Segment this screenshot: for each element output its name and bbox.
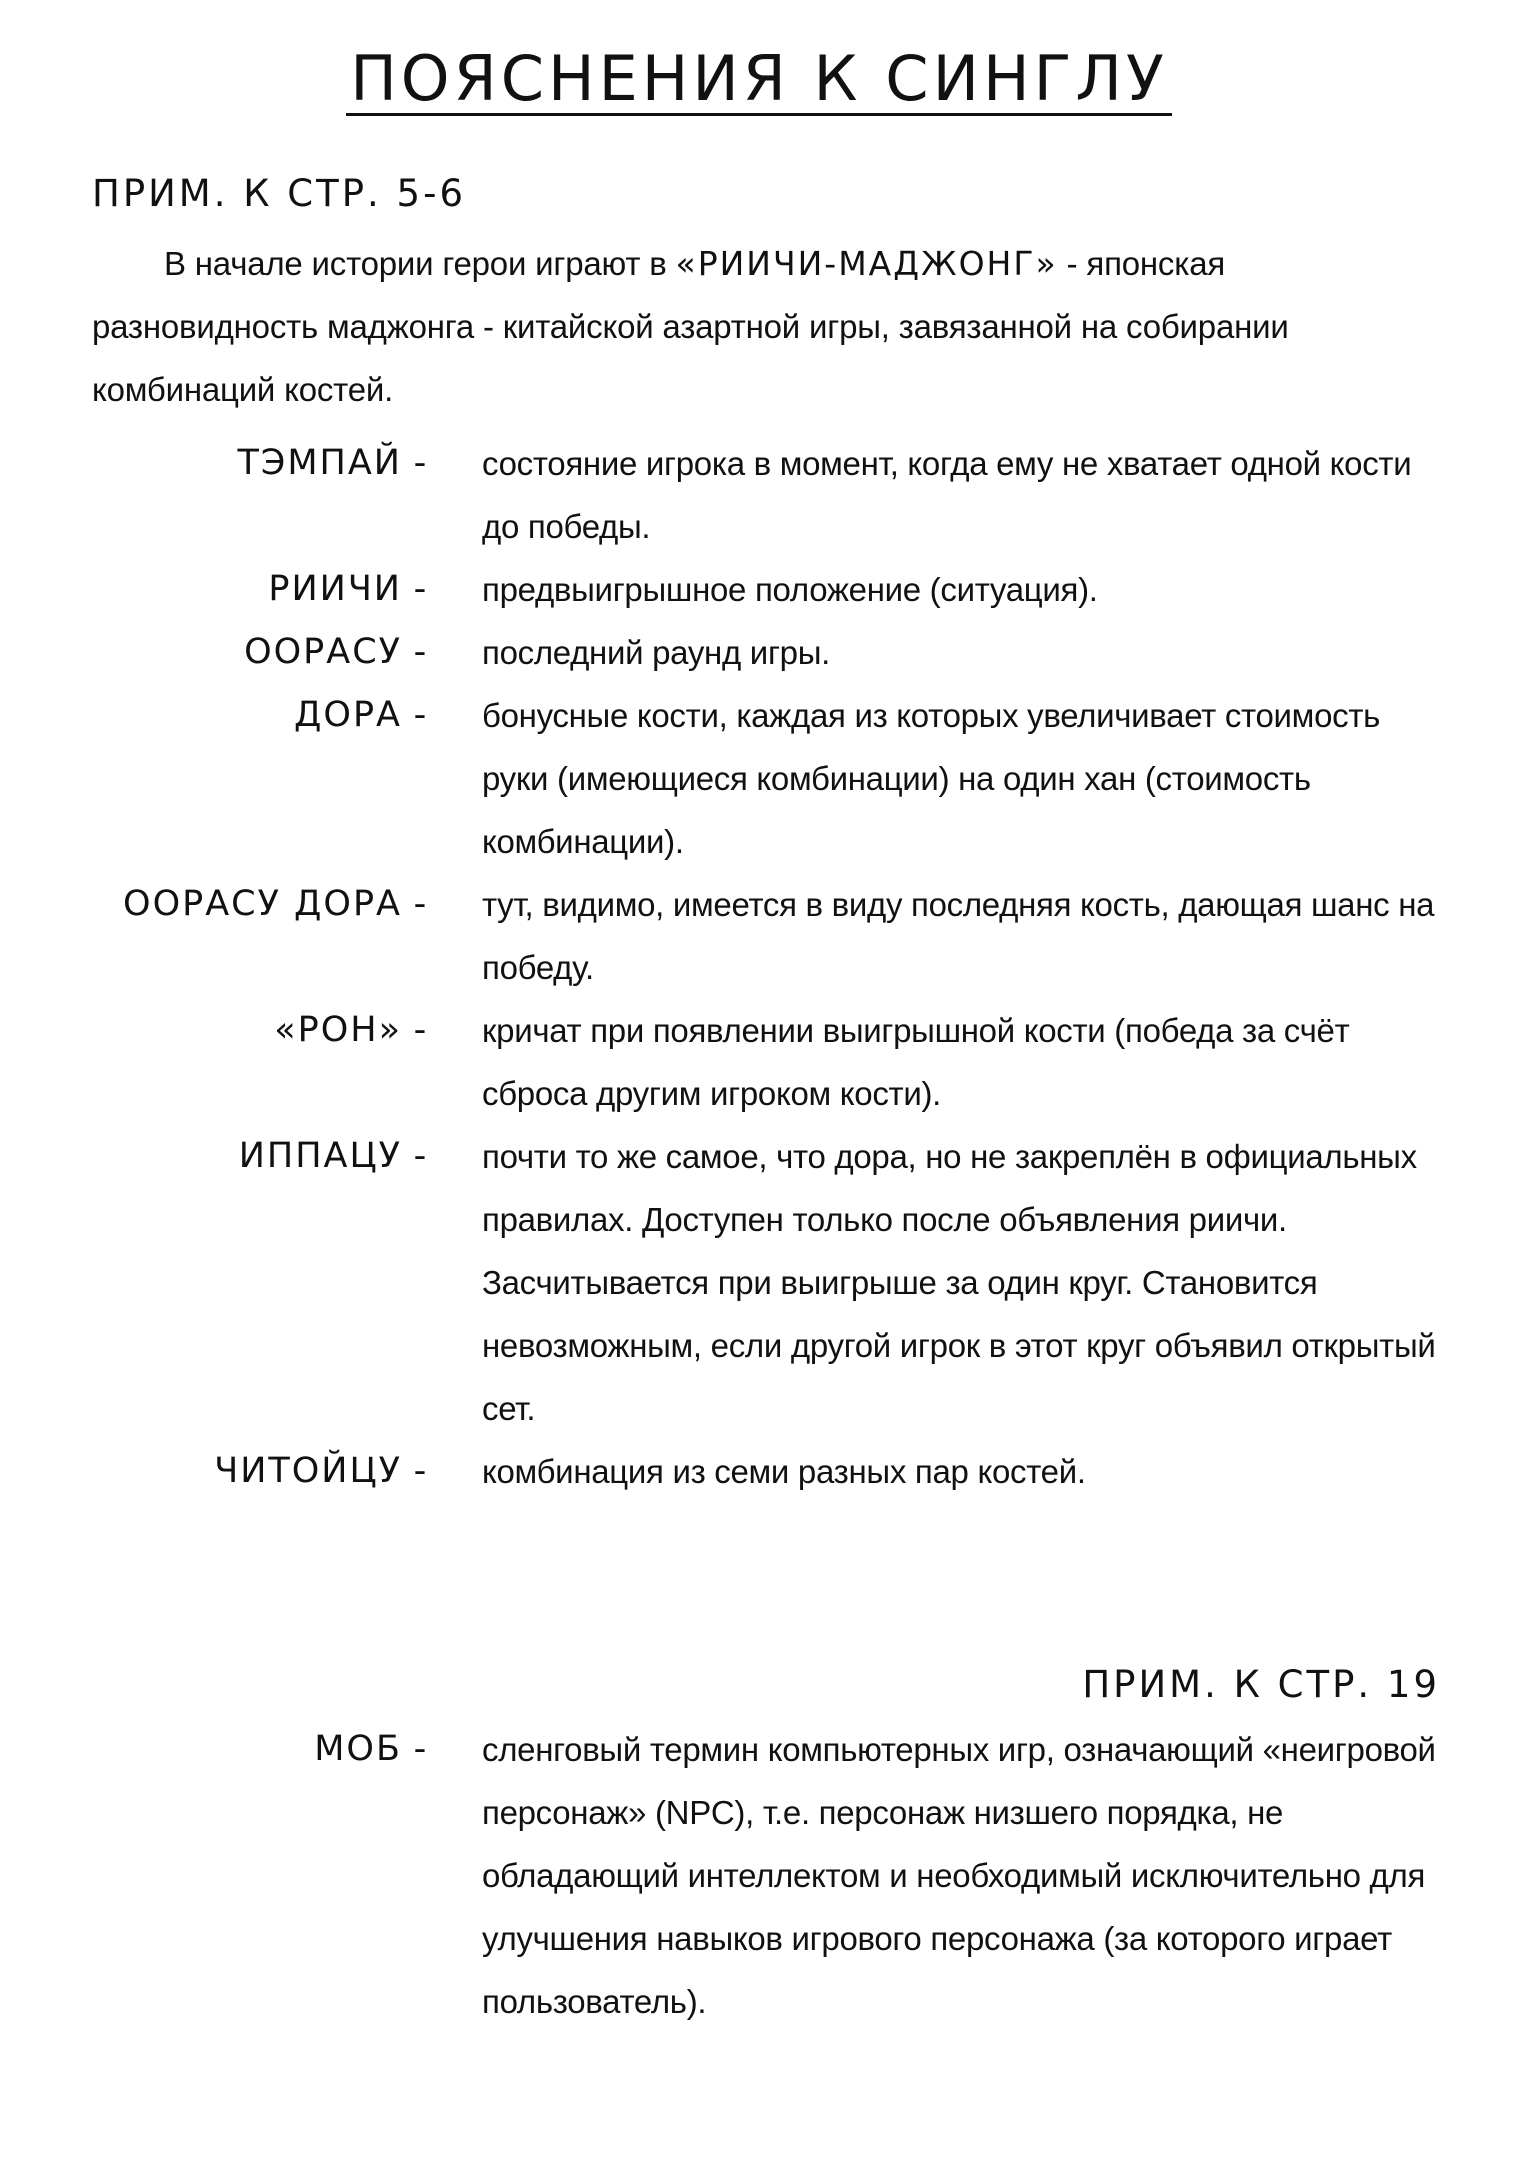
glossary-term: ООРАСУ - [0, 621, 440, 684]
term-dash: - [413, 884, 429, 924]
glossary-entry-oorasu-dora [0, 873, 1518, 999]
page-title [0, 42, 1518, 116]
intro-paragraph [92, 232, 1452, 421]
term-dash: - [413, 443, 429, 483]
glossary-term: ИППАЦУ - [0, 1125, 440, 1188]
glossary-entry-mob [0, 1718, 1518, 2033]
glossary-definition: последний раунд игры. [482, 634, 831, 671]
term-dash: - [413, 1451, 429, 1491]
glossary-definition: кричат при появлении выигрышной кости (победа за счёт сброса другим игроком кости). [482, 1012, 1350, 1112]
glossary-definition: комбинация из семи разных пар костей. [482, 1453, 1086, 1490]
glossary-term: МОБ - [0, 1718, 440, 1781]
term-dash: - [413, 695, 429, 735]
glossary-entry-riichi [0, 558, 1518, 621]
term-dash: - [413, 1729, 429, 1769]
glossary-definition: сленговый термин компьютерных игр, означающий «неигровой персонаж» (NPC), т.е. персонаж низшего порядка, не обладающий интеллектом и необходимый исключительно для улучшения навыков игрового персонажа (за которого играет пользователь). [482, 1731, 1436, 2020]
term-dash: - [413, 1010, 429, 1050]
glossary-term: РИИЧИ - [0, 558, 440, 621]
term-dash: - [413, 569, 429, 609]
glossary-entry-ippatsu [0, 1125, 1518, 1440]
glossary-definition: предвыигрышное положение (ситуация). [482, 571, 1098, 608]
section-heading-p19: ПРИМ. К СТР. 19 [1082, 1663, 1440, 1706]
intro-term-riichi-mahjong: «РИИЧИ-МАДЖОНГ» [675, 244, 1058, 283]
term-dash: - [413, 1136, 429, 1176]
glossary-section-1 [0, 432, 1518, 1503]
glossary-entry-tempai [0, 432, 1518, 558]
glossary-term: ТЭМПАЙ - [0, 432, 440, 495]
glossary-definition: тут, видимо, имеется в виду последняя кость, дающая шанс на победу. [482, 886, 1435, 986]
glossary-definition: почти то же самое, что дора, но не закреплён в официальных правилах. Доступен только после объявления риичи. Засчитывается при выигрыше за один круг. Становится невозможным, если другой игрок в этот круг объявил открытый сет. [482, 1138, 1436, 1427]
glossary-definition: состояние игрока в момент, когда ему не хватает одной кости до победы. [482, 445, 1412, 545]
page-title-text: ПОЯСНЕНИЯ К СИНГЛУ [346, 46, 1172, 116]
glossary-term: ЧИТОЙЦУ - [0, 1440, 440, 1503]
glossary-term: ДОРА - [0, 684, 440, 747]
glossary-entry-oorasu [0, 621, 1518, 684]
section-heading-p5-6: ПРИМ. К СТР. 5-6 [92, 172, 466, 215]
intro-text-after: - японская разновидность маджонга - китайской азартной игры, завязанной на собирании комбинаций костей. [92, 245, 1289, 408]
glossary-definition: бонусные кости, каждая из которых увеличивает стоимость руки (имеющиеся комбинации) на один хан (стоимость комбинации). [482, 697, 1381, 860]
intro-text-before: В начале истории герои играют в [164, 245, 676, 282]
glossary-section-2 [0, 1718, 1518, 2033]
glossary-term: ООРАСУ ДОРА - [0, 873, 440, 936]
glossary-entry-chiitoitsu [0, 1440, 1518, 1503]
glossary-entry-dora [0, 684, 1518, 873]
glossary-entry-ron [0, 999, 1518, 1125]
glossary-term: «РОН» - [0, 999, 440, 1062]
term-dash: - [413, 632, 429, 672]
